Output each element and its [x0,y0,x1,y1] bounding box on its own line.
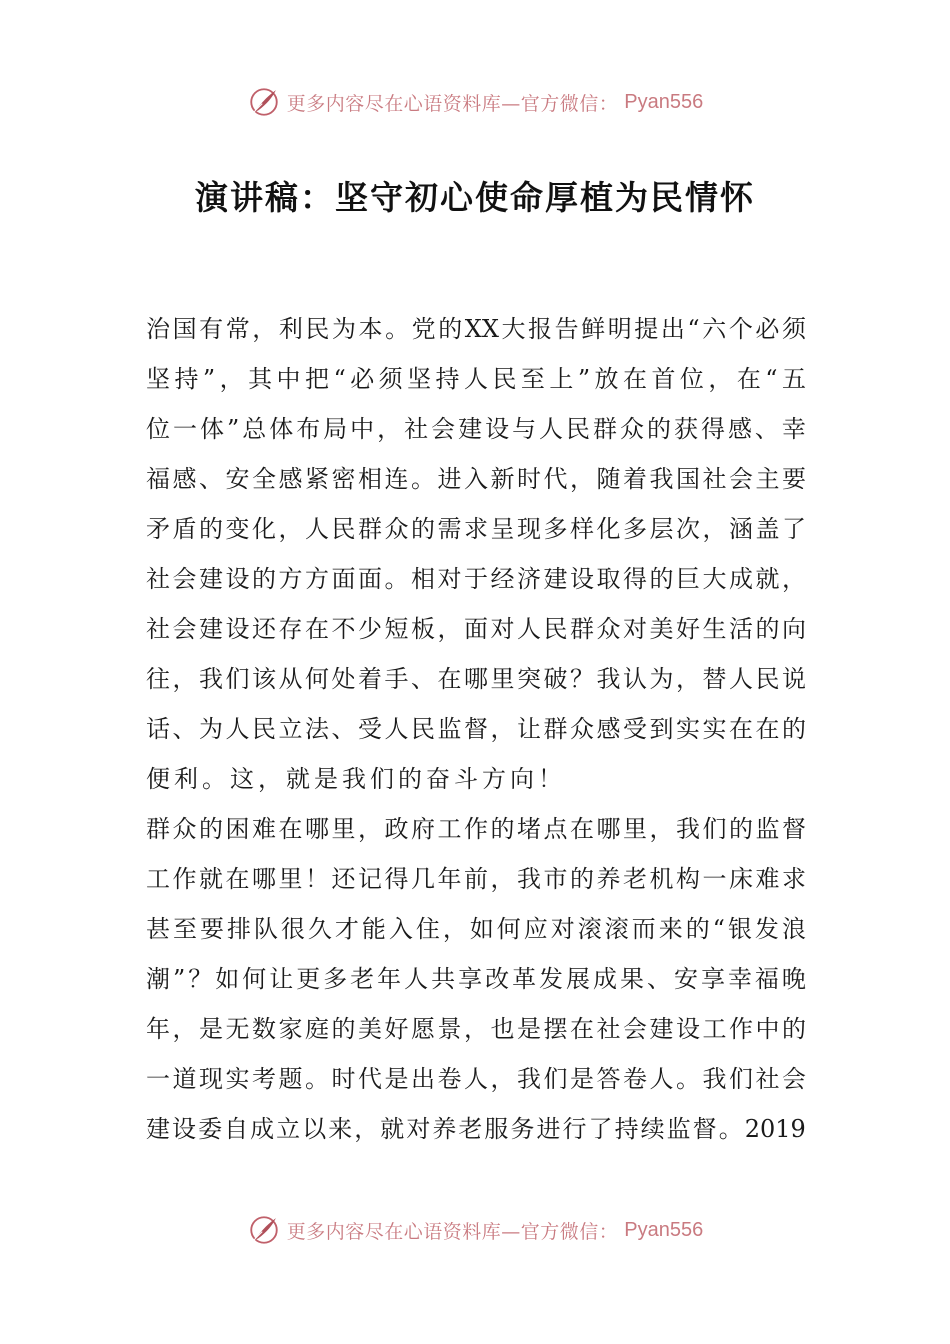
paragraph-line: 往 ， 我 们 该 从 何 处 着 手 、 在 哪 里 突 破 ？ 我 认 为 ， 替 人 民 说 [146,665,806,693]
document-title: 演讲稿：坚守初心使命厚植为民情怀 [195,178,755,217]
paragraph-line: 建 设 委 自 成 立 以 来 ， 就 对 养 老 服 务 进 行 了 持 续 监 督 。 2019 [146,1115,806,1143]
document-body [146,304,806,1154]
paragraph-line: 治 国 有 常 ， 利 民 为 本 。 党 的 XX 大 报 告 鲜 明 提 出 “ 六 个 必 须 [146,315,806,343]
watermark-wechat-id: Pyan556 [624,1218,704,1241]
paragraph-line: 话 、 为 人 民 立 法 、 受 人 民 监 督 ， 让 群 众 感 受 到 实 实 在 在 的 [146,715,806,743]
paragraph-line: 坚 持 ” ， 其 中 把 “ 必 须 坚 持 人 民 至 上 ” 放 在 首 位 ， 在 “ 五 [146,365,806,393]
quill-pen-logo-icon [247,1213,281,1247]
watermark-wechat-id: Pyan556 [624,90,704,113]
paragraph-line: 福 感 、 安 全 感 紧 密 相 连 。 进 入 新 时 代 ， 随 着 我 国 社 会 主 要 [146,465,806,493]
footer-watermark [0,1210,950,1250]
paragraph-line: 社 会 建 设 的 方 方 面 面 。 相 对 于 经 济 建 设 取 得 的 巨 大 成 就 ， [146,565,806,593]
paragraph-line: 社 会 建 设 还 存 在 不 少 短 板 ， 面 对 人 民 群 众 对 美 好 生 活 的 向 [146,615,806,643]
paragraph-line: 群 众 的 困 难 在 哪 里 ， 政 府 工 作 的 堵 点 在 哪 里 ， 我 们 的 监 督 [146,815,806,843]
paragraph-line: 一 道 现 实 考 题 。 时 代 是 出 卷 人 ， 我 们 是 答 卷 人 。 我 们 社 会 [146,1065,806,1093]
paragraph-line: 工 作 就 在 哪 里 ！ 还 记 得 几 年 前 ， 我 市 的 养 老 机 构 一 床 难 求 [146,865,806,893]
paragraph-line: 位 一 体 ” 总 体 布 局 中 ， 社 会 建 设 与 人 民 群 众 的 获 得 感 、 幸 [146,415,806,443]
paragraph-line: 潮 ” ？ 如 何 让 更 多 老 年 人 共 享 改 革 发 展 成 果 、 安 享 幸 福 晚 [146,965,806,993]
watermark-text: 更多内容尽在心语资料库—官方微信： [286,1220,619,1243]
paragraph-line: 年 ， 是 无 数 家 庭 的 美 好 愿 景 ， 也 是 摆 在 社 会 建 设 工 作 中 的 [146,1015,806,1043]
paragraph-line: 便 利 。 这 ， 就 是 我 们 的 奋 斗 方 向 ！ [146,765,566,793]
paragraph-line: 甚 至 要 排 队 很 久 才 能 入 住 ， 如 何 应 对 滚 滚 而 来 的 “ 银 发 浪 [146,915,806,943]
quill-pen-logo-icon [247,85,281,119]
watermark-text: 更多内容尽在心语资料库—官方微信： [286,92,619,115]
paragraph-line: 矛 盾 的 变 化 ， 人 民 群 众 的 需 求 呈 现 多 样 化 多 层 次 ， 涵 盖 了 [146,515,806,543]
header-watermark [0,82,950,122]
